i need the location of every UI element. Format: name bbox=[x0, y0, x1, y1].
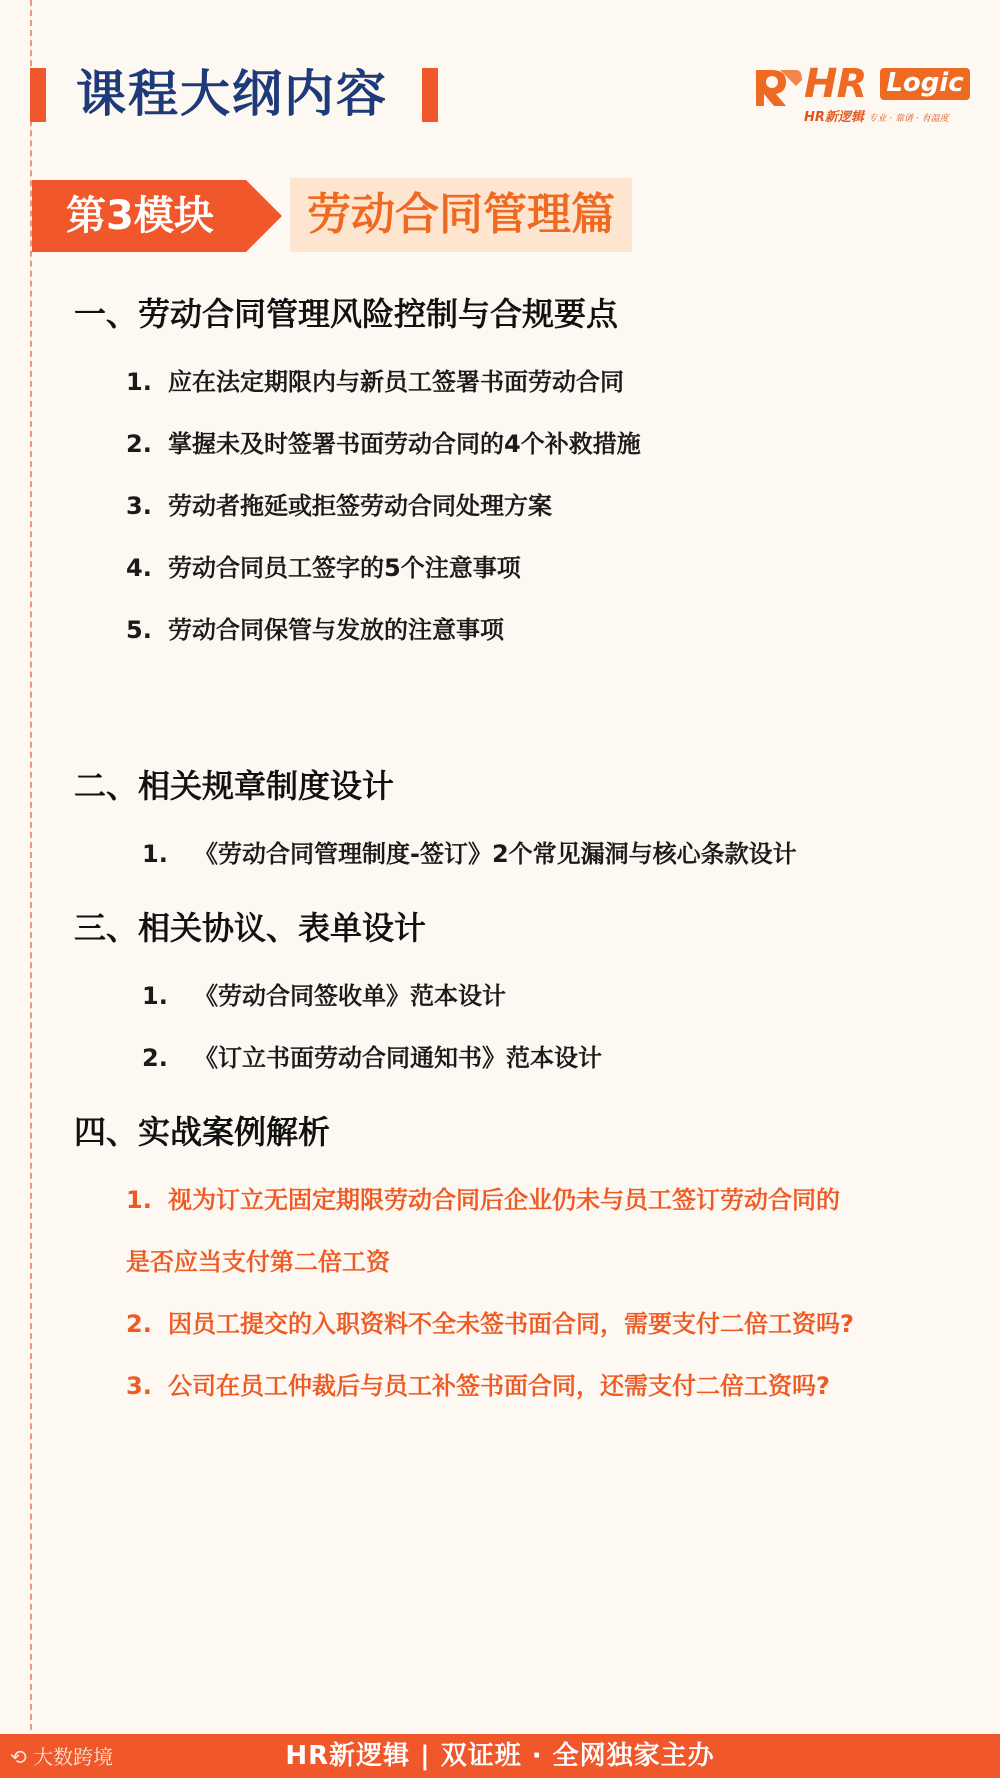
section-heading: 二、相关规章制度设计 bbox=[74, 767, 395, 805]
item-text: 《劳动合同管理制度-签订》2个常见漏洞与核心条款设计 bbox=[194, 840, 797, 868]
item-text: 劳动者拖延或拒签劳动合同处理方案 bbox=[168, 492, 552, 520]
list-item bbox=[142, 978, 506, 1014]
list-item bbox=[126, 426, 641, 462]
item-text: 掌握未及时签署书面劳动合同的4个补救措施 bbox=[168, 430, 641, 458]
list-item bbox=[126, 488, 552, 524]
list-item bbox=[126, 550, 521, 586]
module-name: 劳动合同管理篇 bbox=[290, 178, 632, 252]
title-accent-right bbox=[422, 68, 438, 122]
dashed-guide-line bbox=[30, 0, 32, 1730]
logo-hr-text: HR bbox=[804, 61, 867, 107]
module-tag bbox=[32, 180, 282, 252]
case-item-continuation: 是否应当支付第二倍工资 bbox=[126, 1248, 390, 1276]
logo-tagline-main: HR新逻辑 bbox=[804, 110, 864, 125]
page-title: 课程大纲内容 bbox=[76, 65, 388, 123]
logo-mark-icon bbox=[752, 64, 802, 106]
section-heading: 四、实战案例解析 bbox=[74, 1113, 331, 1151]
item-number: 5. bbox=[126, 616, 152, 644]
item-number: 1. bbox=[126, 368, 152, 396]
case-item bbox=[126, 1182, 840, 1218]
hrlogic-logo bbox=[752, 62, 972, 126]
item-text: 公司在员工仲裁后与员工补签书面合同，还需支付二倍工资吗? bbox=[168, 1372, 830, 1400]
section-heading: 三、相关协议、表单设计 bbox=[74, 909, 427, 947]
section-heading: 一、劳动合同管理风险控制与合规要点 bbox=[74, 295, 619, 333]
list-item bbox=[126, 612, 504, 648]
item-number: 1. bbox=[142, 982, 168, 1010]
item-text: 视为订立无固定期限劳动合同后企业仍未与员工签订劳动合同的 bbox=[168, 1186, 840, 1214]
case-item bbox=[126, 1368, 830, 1404]
item-text: 《劳动合同签收单》范本设计 bbox=[194, 982, 506, 1010]
item-number: 2. bbox=[142, 1044, 168, 1072]
watermark bbox=[10, 1742, 113, 1772]
watermark-text: 大数跨境 bbox=[33, 1745, 114, 1769]
item-number: 1. bbox=[142, 840, 168, 868]
item-text: 因员工提交的入职资料不全未签书面合同，需要支付二倍工资吗? bbox=[168, 1310, 854, 1338]
list-item bbox=[126, 364, 624, 400]
item-number: 2. bbox=[126, 1310, 152, 1338]
item-text: 劳动合同员工签字的5个注意事项 bbox=[168, 554, 521, 582]
item-number: 2. bbox=[126, 430, 152, 458]
item-number: 3. bbox=[126, 492, 152, 520]
item-number: 3. bbox=[126, 1372, 152, 1400]
title-accent-left bbox=[30, 68, 46, 122]
watermark-logo-icon: ⟲ bbox=[10, 1745, 34, 1769]
item-number: 4. bbox=[126, 554, 152, 582]
item-text: 《订立书面劳动合同通知书》范本设计 bbox=[194, 1044, 602, 1072]
list-item bbox=[142, 1040, 602, 1076]
item-number: 1. bbox=[126, 1186, 152, 1214]
footer-bar bbox=[0, 1734, 1000, 1778]
list-item bbox=[142, 836, 797, 872]
item-text: 劳动合同保管与发放的注意事项 bbox=[168, 616, 504, 644]
item-text: 应在法定期限内与新员工签署书面劳动合同 bbox=[168, 368, 624, 396]
logo-logic-text: Logic bbox=[880, 68, 970, 100]
logo-tagline bbox=[804, 106, 949, 125]
module-tag-label: 第3模块 bbox=[66, 193, 214, 239]
logo-tagline-small: 专业 · 靠谱 · 有温度 bbox=[868, 114, 949, 124]
footer-text: HR新逻辑 | 双证班 · 全网独家主办 bbox=[285, 1741, 715, 1771]
case-item bbox=[126, 1306, 854, 1342]
